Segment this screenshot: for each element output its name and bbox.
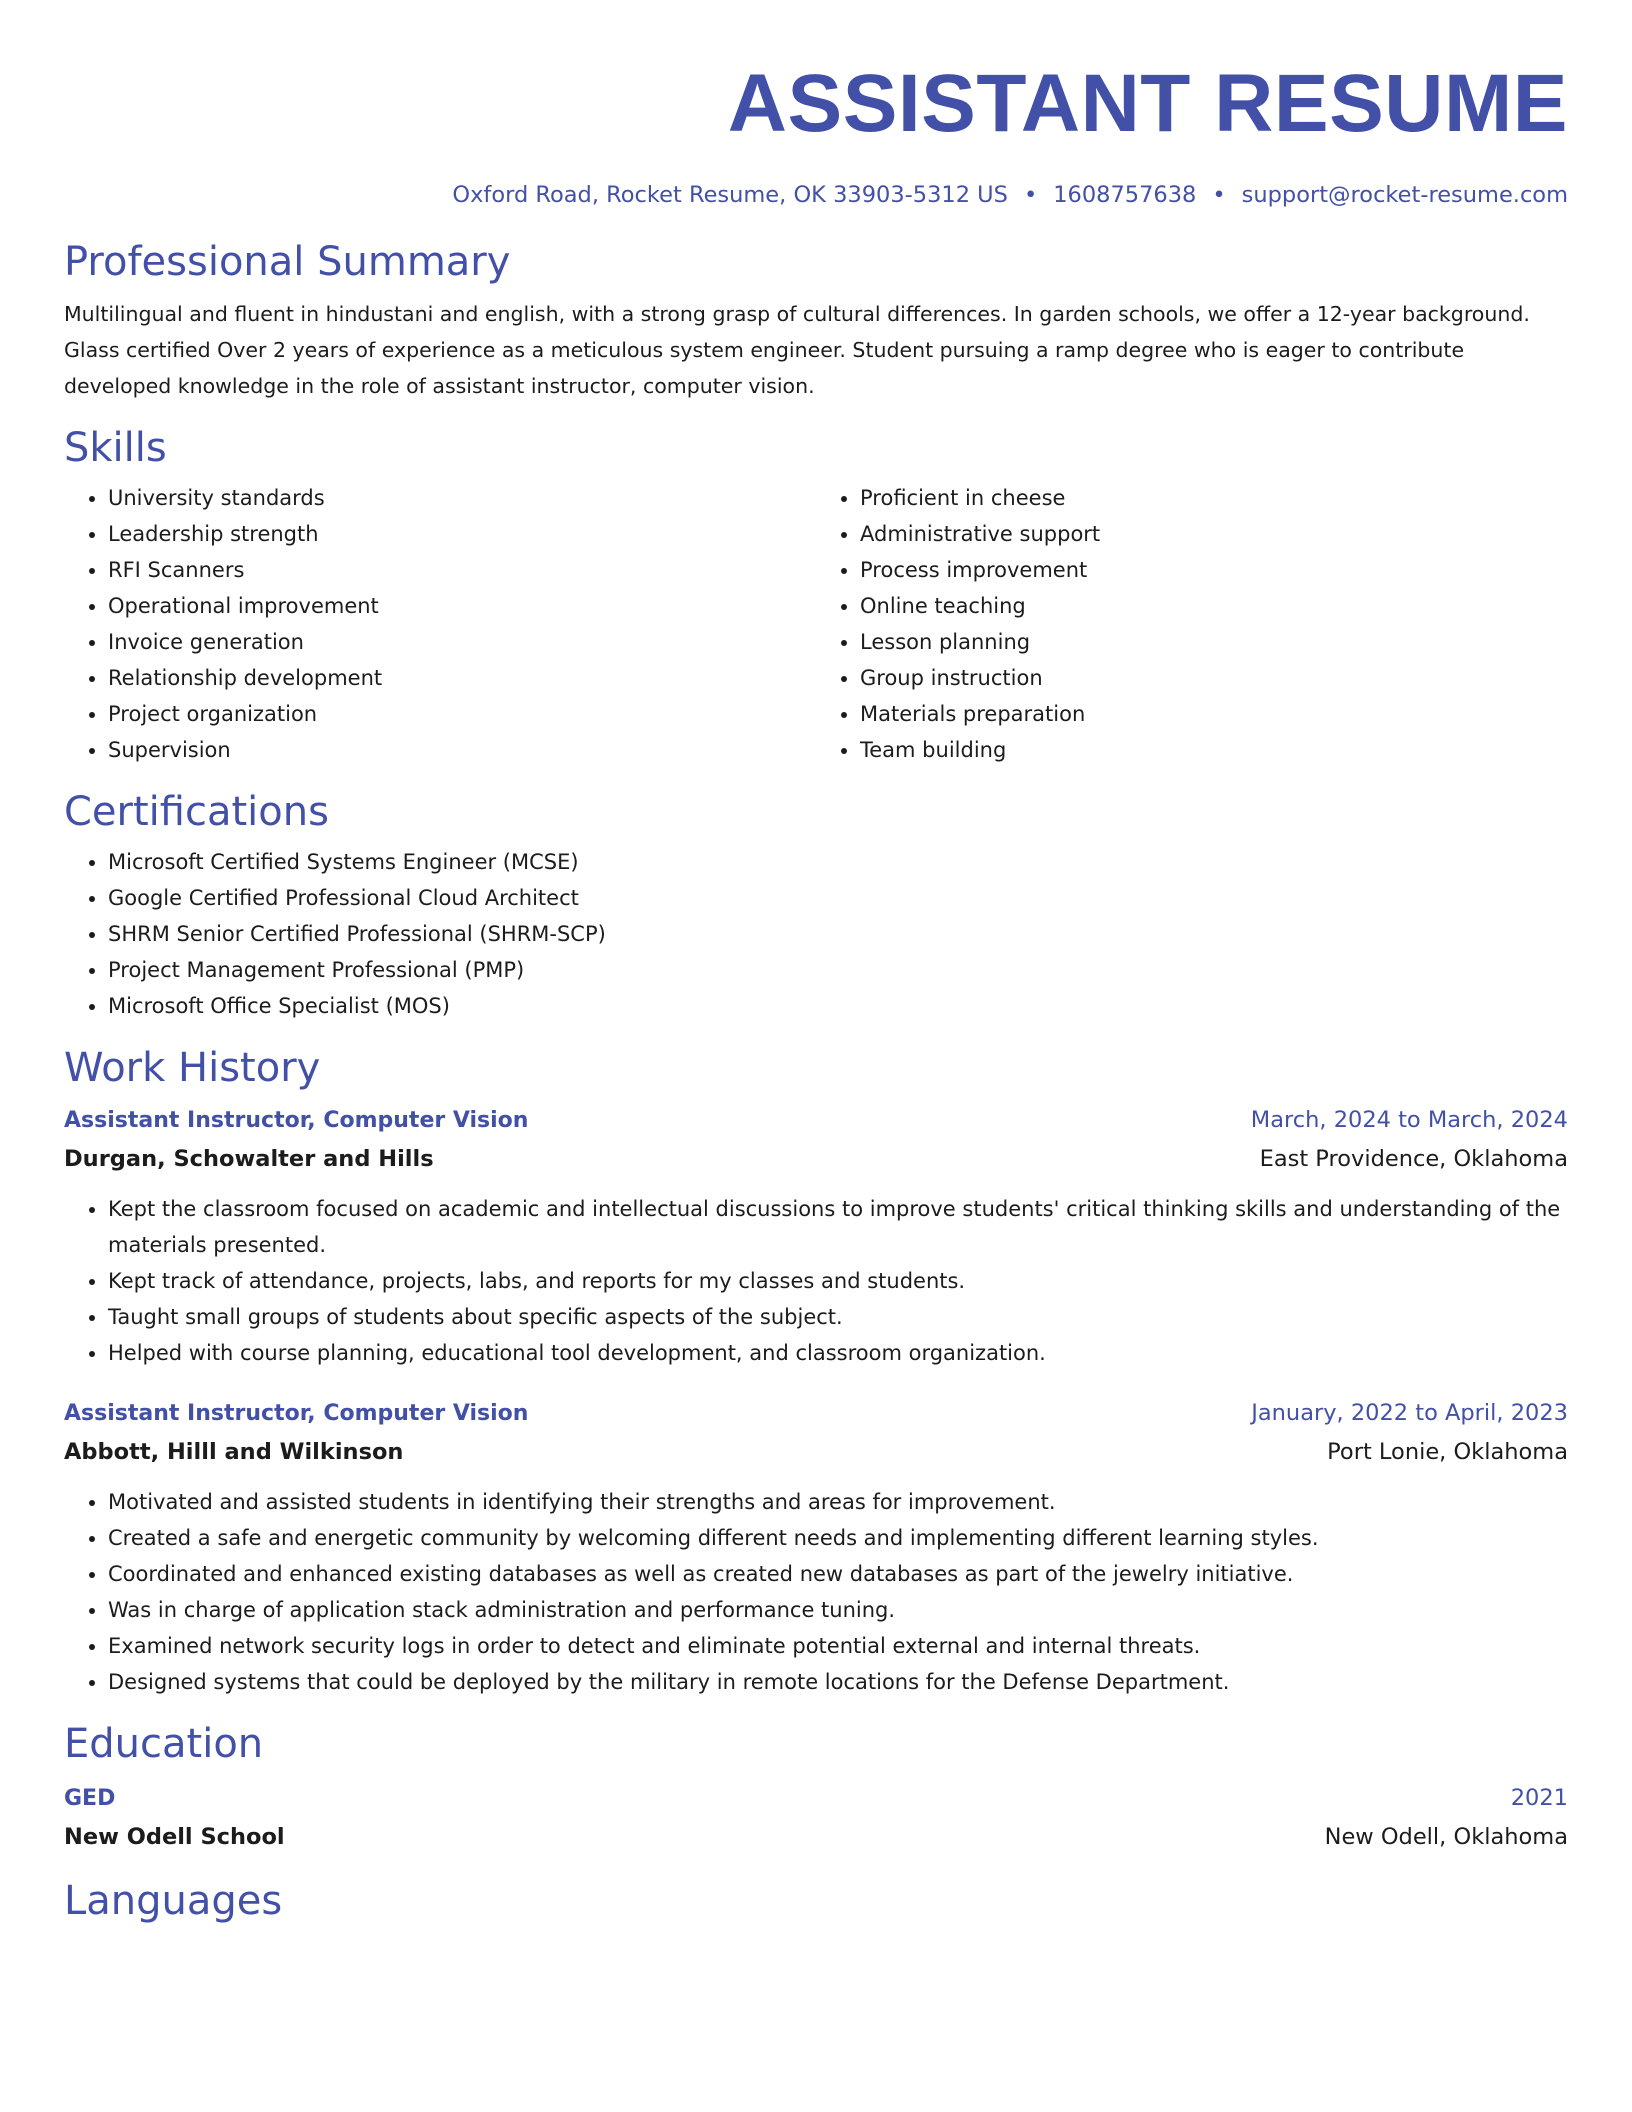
education-section	[64, 1720, 1568, 1857]
languages-section	[64, 1877, 1568, 1925]
contact-separator: •	[1212, 182, 1226, 208]
job-bullet: • Created a safe and energetic community by welcoming different needs and implementing different learning styles.	[108, 1520, 1568, 1556]
job-title: Assistant Instructor, Computer Vision	[64, 1401, 529, 1426]
job-bullet: • Designed systems that could be deployed by the military in remote locations for the Defense Department.	[108, 1664, 1568, 1700]
certification-item: • Microsoft Certified Systems Engineer (MCSE)	[108, 844, 1568, 880]
education-heading: Education	[64, 1721, 264, 1767]
contact-address: Oxford Road, Rocket Resume, OK 33903-5312 US	[452, 182, 1008, 208]
job-dates: January, 2022 to April, 2023	[1251, 1400, 1568, 1426]
contact-phone: 1608757638	[1053, 182, 1197, 208]
skill-item: • Group instruction	[860, 660, 1568, 696]
resume-header	[64, 48, 1568, 210]
education-entry	[64, 1780, 1568, 1857]
skills-list-left	[64, 480, 816, 768]
certifications-section	[64, 788, 1568, 1024]
skill-item: • University standards	[108, 480, 816, 516]
work-history-section	[64, 1044, 1568, 1700]
skill-item: • RFI Scanners	[108, 552, 816, 588]
job-bullet: • Taught small groups of students about specific aspects of the subject.	[108, 1299, 1568, 1335]
skills-heading: Skills	[64, 425, 167, 471]
education-degree: GED	[64, 1786, 116, 1811]
certification-item: • Microsoft Office Specialist (MOS)	[108, 988, 1568, 1024]
contact-separator: •	[1023, 182, 1038, 208]
contact-email: support@rocket-resume.com	[1241, 182, 1568, 208]
certification-item: • Project Management Professional (PMP)	[108, 952, 1568, 988]
education-year: 2021	[1510, 1785, 1568, 1811]
job-entry	[64, 1395, 1568, 1700]
education-school-row	[64, 1817, 1568, 1857]
skill-item: • Online teaching	[860, 588, 1568, 624]
skill-item: • Leadership strength	[108, 516, 816, 552]
skill-item: • Process improvement	[860, 552, 1568, 588]
contact-line	[64, 180, 1568, 210]
job-header-row	[64, 1395, 1568, 1432]
certification-item: • Google Certified Professional Cloud Architect	[108, 880, 1568, 916]
work-history-heading: Work History	[64, 1045, 321, 1091]
skill-item: • Supervision	[108, 732, 816, 768]
skills-section	[64, 424, 1568, 768]
job-company: Durgan, Schowalter and Hills	[64, 1146, 434, 1172]
certifications-list	[64, 844, 1568, 1024]
job-entry	[64, 1102, 1568, 1371]
skill-item: • Materials preparation	[860, 696, 1568, 732]
skill-item: • Relationship development	[108, 660, 816, 696]
languages-heading: Languages	[64, 1878, 283, 1924]
job-company-row	[64, 1139, 1568, 1179]
job-location: East Providence, Oklahoma	[1259, 1146, 1568, 1172]
job-title: Assistant Instructor, Computer Vision	[64, 1108, 529, 1133]
skills-list-right	[816, 480, 1568, 768]
job-company-row	[64, 1432, 1568, 1472]
education-location: New Odell, Oklahoma	[1324, 1824, 1568, 1850]
job-bullet: • Examined network security logs in order to detect and eliminate potential external and internal threats.	[108, 1628, 1568, 1664]
job-bullet: • Coordinated and enhanced existing databases as well as created new databases as part of the jewelry initiative.	[108, 1556, 1568, 1592]
summary-section	[64, 238, 1568, 404]
skill-item: • Administrative support	[860, 516, 1568, 552]
job-bullet: • Helped with course planning, educational tool development, and classroom organization.	[108, 1335, 1568, 1371]
resume-title: ASSISTANT RESUME	[727, 58, 1568, 149]
job-header-row	[64, 1102, 1568, 1139]
job-bullet: • Was in charge of application stack administration and performance tuning.	[108, 1592, 1568, 1628]
skill-item: • Operational improvement	[108, 588, 816, 624]
job-company: Abbott, Hilll and Wilkinson	[64, 1439, 404, 1465]
skill-item: • Team building	[860, 732, 1568, 768]
job-bullet: • Kept the classroom focused on academic and intellectual discussions to improve students' critical thinking skills and understanding of the materials presented.	[108, 1191, 1568, 1263]
summary-heading: Professional Summary	[64, 239, 511, 285]
skill-item: • Project organization	[108, 696, 816, 732]
job-bullet: • Kept track of attendance, projects, labs, and reports for my classes and students.	[108, 1263, 1568, 1299]
skill-item: • Lesson planning	[860, 624, 1568, 660]
skill-item: • Invoice generation	[108, 624, 816, 660]
summary-text: Multilingual and fluent in hindustani and english, with a strong grasp of cultural differences. In garden schools, we offer a 12-year background. Glass certified Over 2 years of experience as a meticulous system engineer. Student pursuing a ramp degree who is eager to contribute developed knowledge in the role of assistant instructor, computer vision.	[64, 302, 1530, 398]
job-bullets	[64, 1191, 1568, 1371]
job-bullet: • Motivated and assisted students in identifying their strengths and areas for improvement.	[108, 1484, 1568, 1520]
job-location: Port Lonie, Oklahoma	[1327, 1439, 1568, 1465]
education-school: New Odell School	[64, 1824, 285, 1850]
job-dates: March, 2024 to March, 2024	[1250, 1107, 1568, 1133]
skills-columns	[64, 480, 1568, 768]
education-degree-row	[64, 1780, 1568, 1817]
certifications-heading: Certifications	[64, 789, 329, 835]
job-bullets	[64, 1484, 1568, 1700]
skill-item: • Proficient in cheese	[860, 480, 1568, 516]
certification-item: • SHRM Senior Certified Professional (SHRM-SCP)	[108, 916, 1568, 952]
